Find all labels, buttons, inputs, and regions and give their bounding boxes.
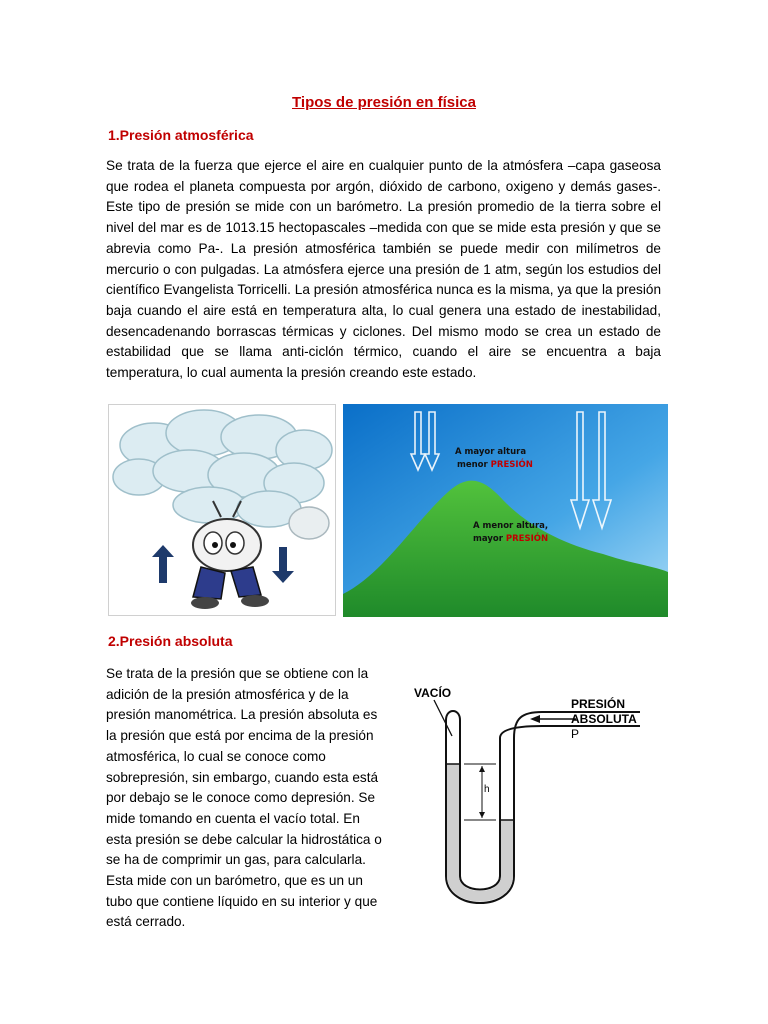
altitude-pressure-image [343, 404, 668, 617]
section-2-heading: 2.Presión absoluta [108, 633, 233, 649]
height-h-label: h [484, 784, 490, 795]
page-title: Tipos de presión en física [292, 94, 476, 111]
section-2-paragraph: Se trata de la presión que se obtiene con la adición de la presión atmosférica y de la presión manométrica. La presión absoluta es la presión que está por encima de la presión atmosférica, lo cual se conoce como sobrepresión, sin embargo, cuando esta está por debajo se le conoce como depresión. Se mide tomando en cuenta el vacío total. En esta presión se debe calcular la hidrostática o se ha de comprimir un gas, para calcularla. Esta mide con un barómetro, que es un un tubo que contiene líquido en su interior y que está cerrado. [106, 666, 382, 930]
absolute-pressure-tube-diagram [410, 680, 668, 920]
lower-altitude-label: A menor altura, mayor PRESIÓN [473, 521, 549, 544]
absolute-pressure-label: PRESIÓN ABSOLUTA P [571, 697, 637, 741]
section-1-heading: 1.Presión atmosférica [108, 127, 254, 143]
vacuum-label: VACÍO [414, 686, 452, 700]
upper-altitude-label: A mayor altura menor PRESIÓN [455, 447, 533, 470]
atmosphere-cartoon-image [108, 404, 336, 616]
section-1-paragraph: Se trata de la fuerza que ejerce el aire en cualquier punto de la atmósfera –capa gaseosa que rodea el planeta compuesta por argón, dióxido de carbono, oxigeno y demás gases-. Este tipo de presión se mide con un barómetro. La presión promedio de la tierra sobre el nivel del mar es de 1013.15 hectopascales –medida con que se mide esta presión y que se abrevia como Pa-. La presión atmosférica también se puede medir con milímetros de mercurio o con pulgadas. La atmósfera ejerce una presión de 1 atm, según los estudios del científico Evangelista Torricelli. La presión atmosférica nunca es la misma, ya que la presión baja cuando el aire está en temperatura alta, lo cual genera una estado de inestabilidad, desencadenando borrascas térmicas y ciclones. Del mismo modo se crea un estado de estabilidad que se llama anti-ciclón térmico, cuando el aire se encuentra a baja temperatura, lo cual aumenta la presión creando este estado. [106, 158, 661, 381]
